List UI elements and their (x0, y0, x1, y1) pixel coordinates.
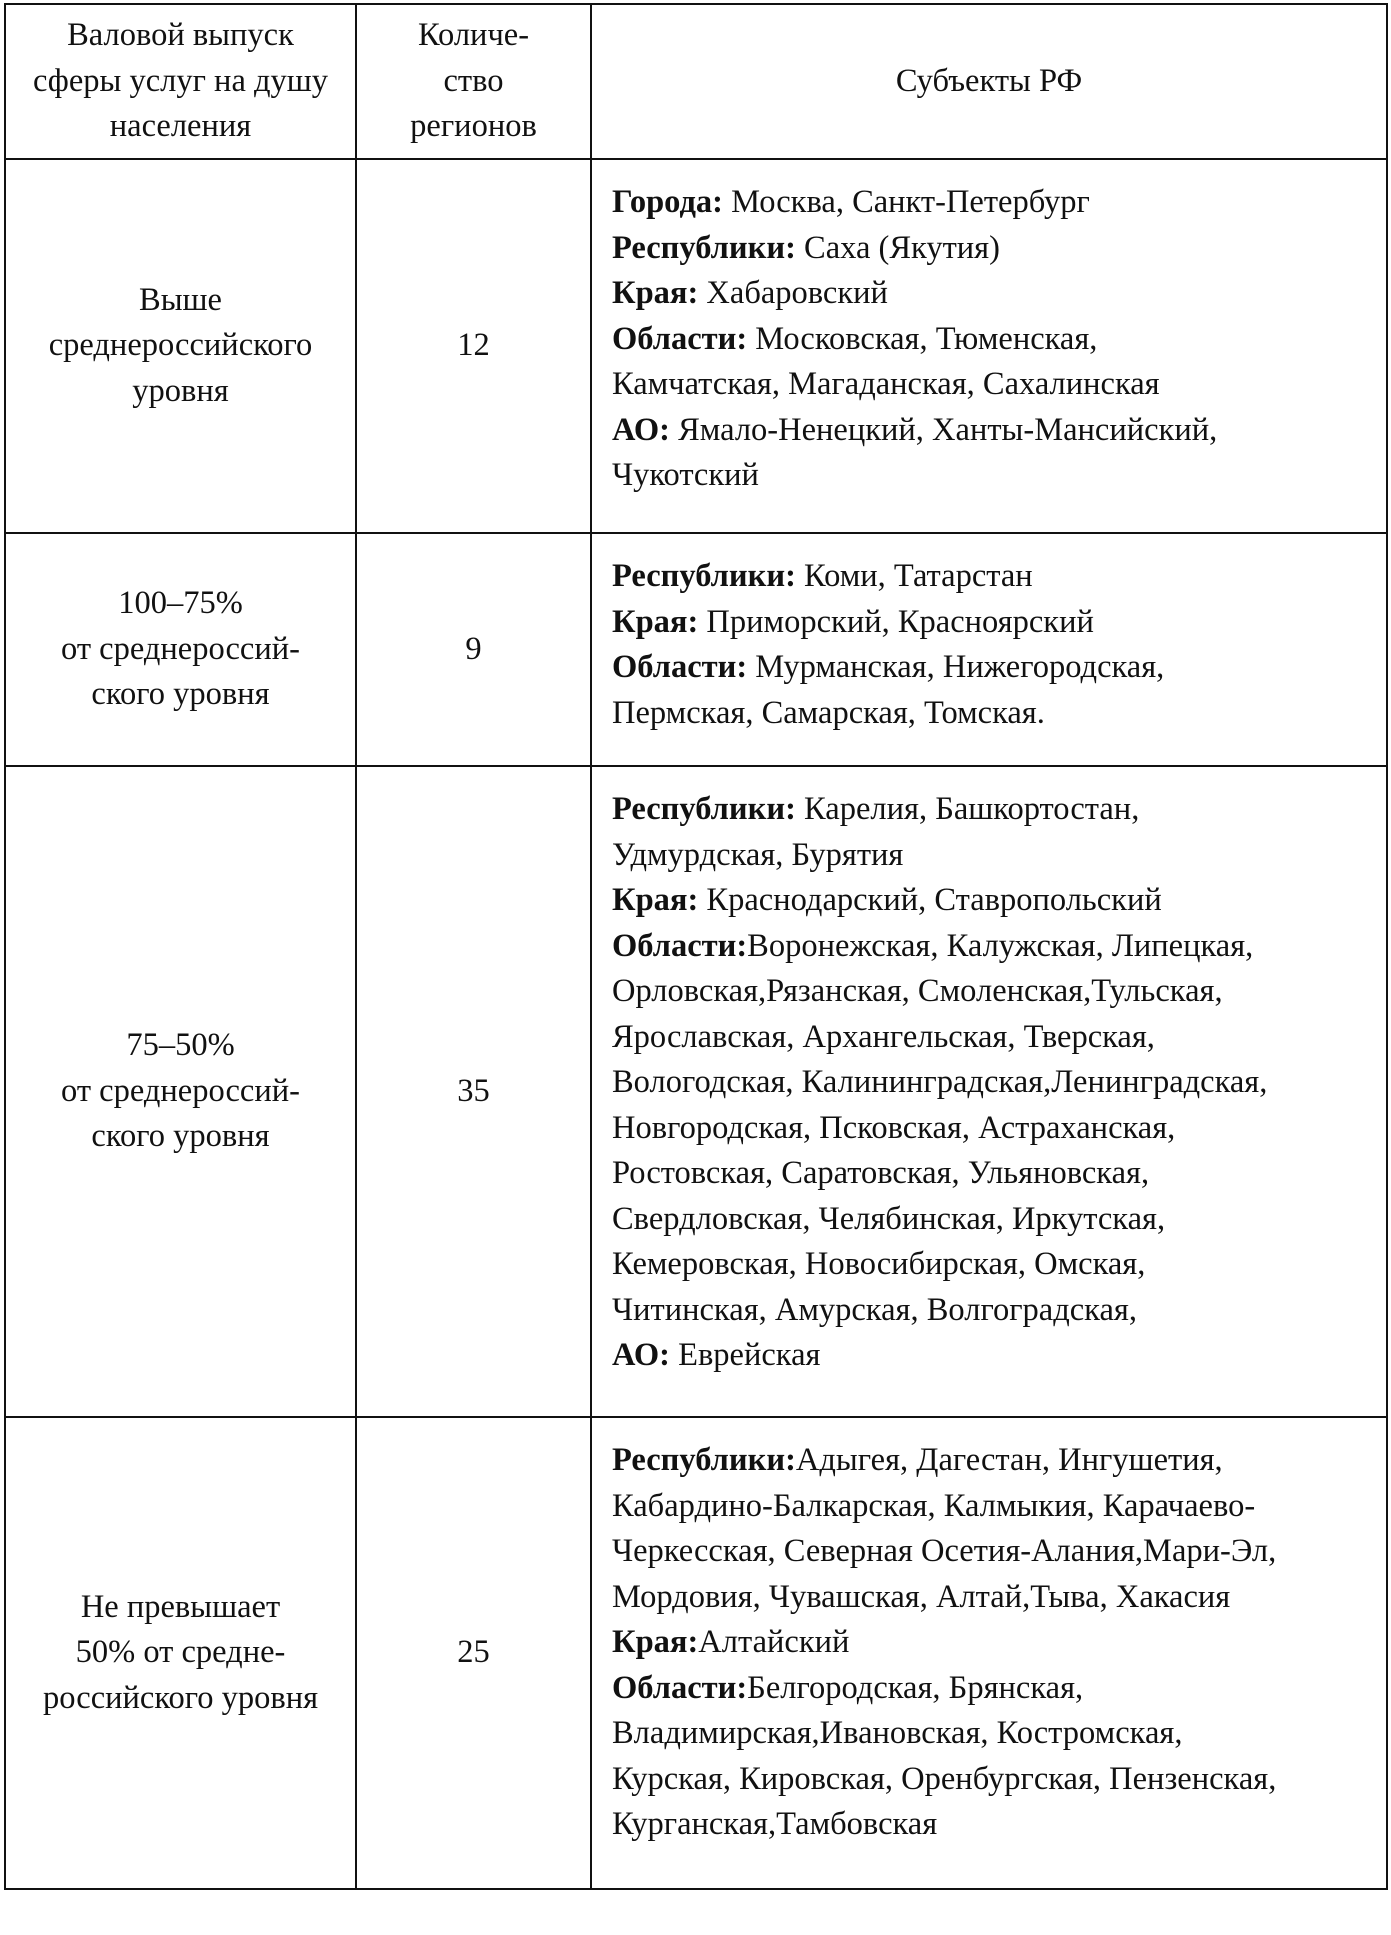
header-output-per-capita (5, 4, 356, 159)
output-level-line: от среднероссий- (61, 630, 300, 667)
subject-type-label: Республики: (612, 558, 796, 594)
subjects-line (612, 453, 1378, 499)
subjects-line (612, 362, 1378, 408)
subjects-cell (591, 766, 1387, 1417)
output-level-line: от среднероссий- (61, 1072, 300, 1109)
subjects-line (612, 1151, 1378, 1197)
subject-names: Курганская,Тамбовская (612, 1806, 938, 1842)
subjects-line (612, 691, 1378, 737)
subjects-line (612, 1197, 1378, 1243)
subject-names: Удмурдская, Бурятия (612, 836, 904, 873)
subjects-line (612, 833, 1378, 879)
output-level-line: ского уровня (91, 676, 270, 713)
subjects-line (612, 1333, 1378, 1379)
subject-names: Карелия, Башкортостан, (795, 791, 1140, 827)
regions-table (4, 3, 1388, 1890)
output-level-cell (5, 533, 356, 766)
subjects-line (612, 271, 1378, 317)
subject-names: Воронежская, Калужская, Липецкая, (747, 927, 1254, 964)
output-level-line: 50% от средне- (75, 1634, 286, 1671)
subject-type-label: Области: (612, 649, 748, 685)
subjects-cell (591, 1417, 1387, 1889)
subjects-line (612, 787, 1378, 833)
subjects-line (612, 1106, 1378, 1152)
subject-names: Новгородская, Псковская, Астраханская, (612, 1109, 1176, 1146)
subjects-line (612, 317, 1378, 363)
subjects-line (612, 1757, 1378, 1803)
subjects-line (612, 969, 1378, 1015)
subjects-line (612, 878, 1378, 924)
subjects-cell (591, 533, 1387, 766)
subject-names: Алтайский (698, 1624, 850, 1660)
table-header-row (5, 4, 1387, 159)
subjects-line (612, 180, 1378, 226)
output-level-line: российского уровня (42, 1679, 319, 1716)
subject-names: Краснодарский, Ставропольский (698, 882, 1162, 918)
output-level-cell (5, 159, 356, 533)
subject-names: Хабаровский (698, 275, 888, 311)
subject-type-label: Края: (612, 275, 699, 311)
table-row (5, 1417, 1387, 1889)
table-row (5, 533, 1387, 766)
subject-names: Мурманская, Нижегородская, (747, 649, 1165, 685)
subject-type-label: Республики: (612, 1442, 796, 1478)
table-body (5, 159, 1387, 1889)
subjects-line (612, 226, 1378, 272)
header-line: Количе- (417, 17, 530, 54)
subject-names: Вологодская, Калининградская,Ленинградская, (612, 1064, 1268, 1100)
subject-names: Мордовия, Чувашская, Алтай,Тыва, Хакасия (612, 1578, 1231, 1615)
subject-names: Еврейская (669, 1337, 821, 1373)
subject-names: Чукотский (612, 457, 759, 493)
subjects-line (612, 554, 1378, 600)
subject-names: Ярославская, Архангельская, Тверская, (612, 1018, 1155, 1055)
subjects-line (612, 924, 1378, 970)
subjects-line (612, 1060, 1378, 1106)
subject-names: Приморский, Красноярский (698, 603, 1094, 640)
output-level-cell (5, 1417, 356, 1889)
header-line: Валовой выпуск (67, 17, 294, 54)
subjects-line (612, 1666, 1378, 1712)
header-subjects: Субъекты РФ (591, 4, 1387, 159)
subject-names: Ростовская, Саратовская, Ульяновская, (612, 1155, 1150, 1191)
subject-type-label: Края: (612, 1624, 699, 1660)
region-count-cell: 25 (356, 1417, 591, 1889)
subject-names: Камчатская, Магаданская, Сахалинская (612, 366, 1160, 402)
output-level-line: 100–75% (118, 585, 243, 622)
output-level-line: Выше (139, 281, 222, 318)
subject-type-label: Области: (612, 927, 748, 964)
table-row (5, 766, 1387, 1417)
subject-names: Московская, Тюменская, (747, 320, 1098, 357)
output-level-line: уровня (132, 372, 229, 409)
subjects-line (612, 1015, 1378, 1061)
header-region-count (356, 4, 591, 159)
output-level-cell (5, 766, 356, 1417)
subject-names: Адыгея, Дагестан, Ингушетия, (795, 1442, 1223, 1478)
subjects-line (612, 600, 1378, 646)
subject-names: Ямало-Ненецкий, Ханты-Мансийский, (669, 411, 1218, 448)
output-level-line: среднероссийского (48, 327, 313, 364)
subjects-line (612, 1575, 1378, 1621)
subject-type-label: Края: (612, 882, 699, 918)
subjects-line (612, 1802, 1378, 1848)
subjects-line (612, 1711, 1378, 1757)
region-count-cell: 12 (356, 159, 591, 533)
output-level-line: ского уровня (91, 1118, 270, 1155)
subjects-line (612, 1288, 1378, 1334)
subject-names: Кемеровская, Новосибирская, Омская, (612, 1246, 1146, 1282)
subject-names: Пермская, Самарская, Томская. (612, 694, 1045, 731)
header-line: ство (443, 62, 504, 99)
subject-type-label: Республики: (612, 229, 796, 266)
subject-names: Курская, Кировская, Оренбургская, Пензенская, (612, 1760, 1277, 1797)
subject-type-label: Города: (612, 184, 723, 220)
subjects-line (612, 1620, 1378, 1666)
subject-names: Кабардино-Балкарская, Калмыкия, Карачаево- (612, 1487, 1256, 1524)
subject-names: Белгородская, Брянская, (747, 1669, 1084, 1706)
subjects-line (612, 1438, 1378, 1484)
subjects-line (612, 1529, 1378, 1575)
subject-type-label: Области: (612, 320, 748, 357)
subject-type-label: АО: (612, 1337, 670, 1373)
header-line: населения (109, 108, 252, 145)
subject-type-label: Края: (612, 603, 699, 640)
subjects-line (612, 645, 1378, 691)
subject-type-label: АО: (612, 411, 670, 448)
header-line: регионов (410, 108, 537, 145)
subjects-line (612, 1484, 1378, 1530)
subject-names: Черкесская, Северная Осетия-Алания,Мари-Эл, (612, 1533, 1277, 1569)
output-level-line: Не превышает (80, 1588, 281, 1625)
subject-names: Свердловская, Челябинская, Иркутская, (612, 1200, 1166, 1237)
subjects-line (612, 1242, 1378, 1288)
subject-type-label: Области: (612, 1669, 748, 1706)
subjects-line (612, 408, 1378, 454)
subjects-cell (591, 159, 1387, 533)
subject-names: Владимирская,Ивановская, Костромская, (612, 1715, 1183, 1751)
subject-names: Орловская,Рязанская, Смоленская,Тульская, (612, 973, 1223, 1009)
subject-names: Саха (Якутия) (795, 229, 1000, 266)
table-row (5, 159, 1387, 533)
header-line: сферы услуг на душу (32, 62, 329, 99)
subject-type-label: Республики: (612, 791, 796, 827)
subject-names: Коми, Татарстан (795, 558, 1033, 594)
region-count-cell: 9 (356, 533, 591, 766)
subject-names: Москва, Санкт-Петербург (722, 184, 1090, 220)
subject-names: Читинская, Амурская, Волгоградская, (612, 1291, 1137, 1328)
region-count-cell: 35 (356, 766, 591, 1417)
output-level-line: 75–50% (126, 1027, 235, 1064)
